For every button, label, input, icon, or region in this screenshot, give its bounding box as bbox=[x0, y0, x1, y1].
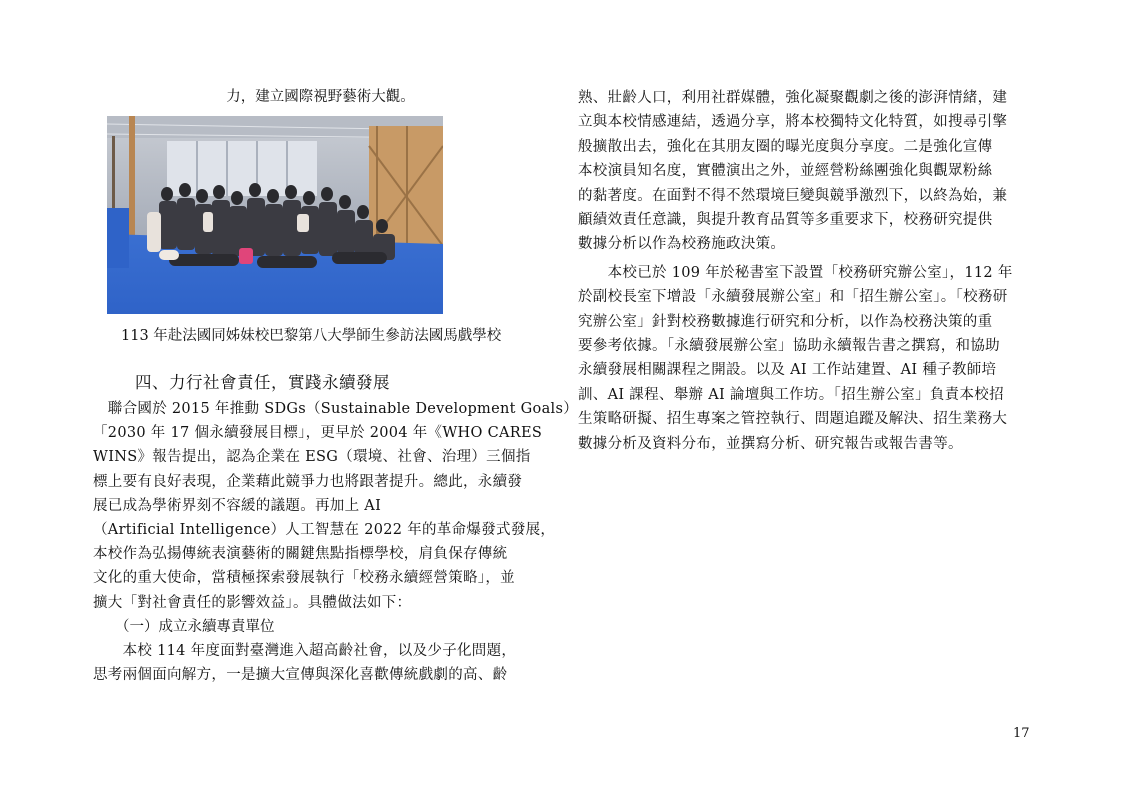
paragraph-promotion bbox=[578, 86, 1028, 257]
text-line: 標上要有良好表現，企業藉此競爭力也將跟著提升。總此，永續發 bbox=[93, 473, 523, 490]
text-line: 本校作為弘揚傳統表演藝術的關鍵焦點指標學校，肩負保存傳統 bbox=[93, 546, 508, 563]
text-line: 熟、壯齡人口，利用社群媒體，強化凝聚觀劇之後的澎湃情緒，建 bbox=[578, 90, 1008, 106]
text-line: 立與本校情感連結，透過分享，將本校獨特文化特質，如搜尋引擎 bbox=[578, 114, 1008, 131]
text-line: 數據分析及資料分布，並撰寫分析、研究報告或報告書等。 bbox=[578, 435, 963, 452]
paragraph-strategy bbox=[93, 639, 548, 687]
text-line: 般擴散出去，強化在其朋友圈的曝光度與分享度。二是強化宣傳 bbox=[578, 138, 993, 155]
text-line: 要參考依據。「永續發展辦公室」協助永續報告書之撰寫，和協助 bbox=[578, 338, 1000, 355]
text-line: 究辦公室」針對校務數據進行研究和分析，以作為校務決策的重 bbox=[578, 313, 993, 330]
photo-caption: 113 年赴法國同姊妹校巴黎第八大學師生參訪法國馬戲學校 bbox=[121, 328, 502, 344]
text-line: 生策略研擬、招生專案之管控執行、問題追蹤及解決、招生業務大 bbox=[578, 411, 1008, 428]
text-line: 展已成為學術界刻不容緩的議題。再加上 AI bbox=[93, 497, 382, 514]
text-line: 訓、AI 課程、舉辦 AI 論壇與工作坊。「招生辦公室」負責本校招 bbox=[578, 386, 1004, 403]
paragraph-offices bbox=[578, 261, 1028, 456]
intro-line: 力，建立國際視野藝術大觀。 bbox=[226, 89, 415, 105]
text-line: （Artificial Intelligence）人工智慧在 2022 年的革命爆發式發展， bbox=[93, 522, 556, 539]
text-line: 擴大「對社會責任的影響效益」。具體做法如下： bbox=[93, 594, 412, 611]
text-line: 聯合國於 2015 年推動 SDGs（Sustainable Development Goals） bbox=[93, 401, 578, 417]
group-photo-image bbox=[107, 116, 443, 314]
text-line: 思考兩個面向解方，一是擴大宣傳與深化喜歡傳統戲劇的高、齡 bbox=[93, 667, 508, 684]
section-heading: 四、力行社會責任，實踐永續發展 bbox=[135, 373, 390, 392]
text-line: 數據分析以作為校務施政決策。 bbox=[578, 236, 786, 253]
text-line: 「2030 年 17 個永續發展目標」，更早於 2004 年《WHO CARES bbox=[93, 425, 543, 442]
text-line: 永續發展相關課程之開設。以及 AI 工作站建置、AI 種子教師培 bbox=[578, 362, 997, 379]
page-number: 17 bbox=[1013, 726, 1030, 741]
text-line: 本校已於 109 年於秘書室下設置「校務研究辦公室」，112 年 bbox=[578, 264, 1013, 281]
subheading: （一）成立永續專責單位 bbox=[115, 618, 275, 635]
group-photo bbox=[107, 116, 443, 314]
text-line: 本校 114 年度面對臺灣進入超高齡社會，以及少子化問題， bbox=[93, 643, 517, 660]
right-column bbox=[578, 86, 1028, 456]
text-line: 的黏著度。在面對不得不然環境巨變與競爭激烈下，以終為始，兼 bbox=[578, 187, 1008, 204]
text-line: 文化的重大使命，當積極探索發展執行「校務永續經營策略」，並 bbox=[93, 570, 515, 587]
text-line: 於副校長室下增設「永續發展辦公室」和「招生辦公室」。「校務研 bbox=[578, 289, 1008, 306]
left-column bbox=[93, 86, 578, 687]
text-line: 本校演員知名度，實體演出之外，並經營粉絲團強化與觀眾粉絲 bbox=[578, 163, 993, 180]
text-line: 顧績效責任意識，與提升教育品質等多重要求下，校務研究提供 bbox=[578, 212, 993, 229]
paragraph-sdgs bbox=[93, 397, 578, 615]
text-line: WINS》報告提出，認為企業在 ESG（環境、社會、治理）三個指 bbox=[93, 449, 531, 466]
